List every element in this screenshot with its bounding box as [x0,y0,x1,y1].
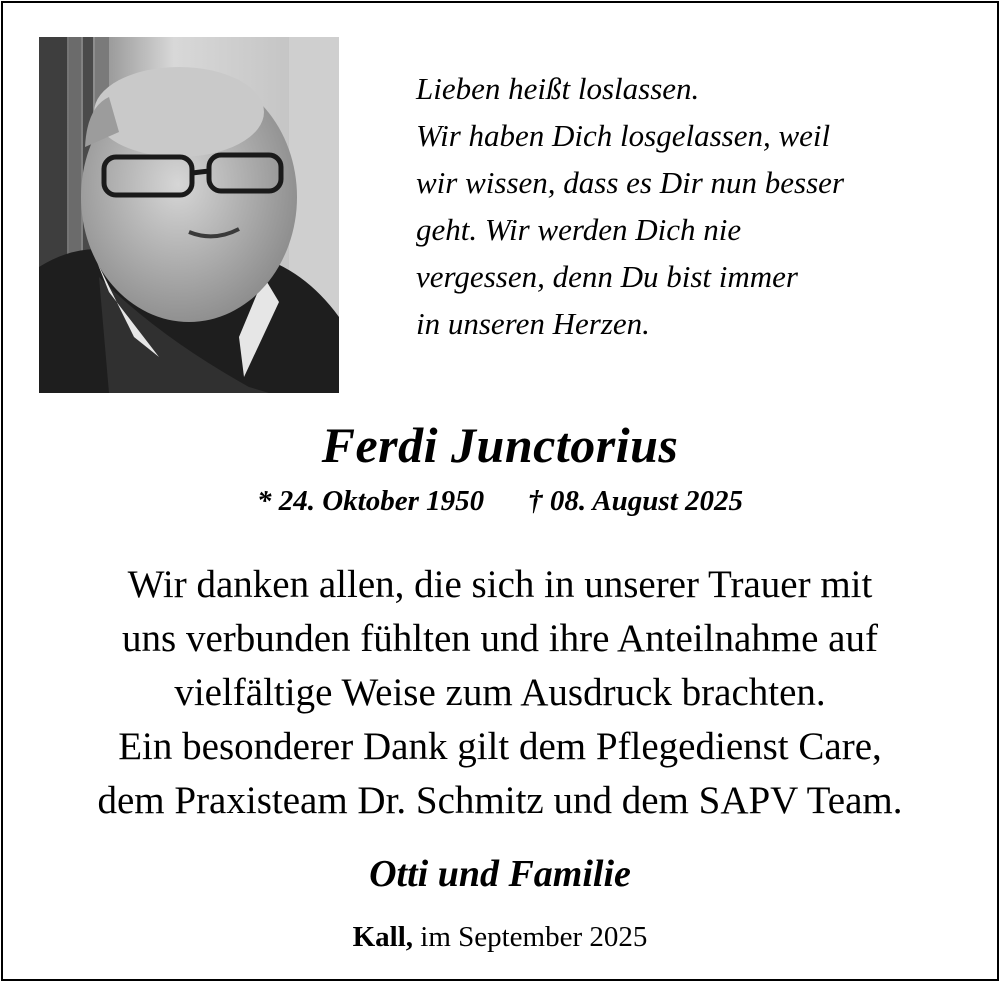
thanks-line: dem Praxisteam Dr. Schmitz und dem SAPV Team. [97,779,903,822]
poem-line: in unseren Herzen. [416,306,650,341]
poem-line: geht. Wir werden Dich nie [416,212,742,247]
poem-line: wir wissen, dass es Dir nun besser [416,165,845,200]
poem-line: vergessen, denn Du bist immer [416,259,798,294]
deceased-name: Ferdi Junctorius [321,417,679,473]
family-signature: Otti und Familie [369,853,631,895]
thanks-line: Wir danken allen, die sich in unserer Trauer mit [127,563,873,606]
notice-date: im September 2025 [420,921,648,953]
thanks-line: Ein besonderer Dank gilt dem Pflegedienst Care, [118,725,882,768]
thank-you-text [3,558,997,828]
poem-line: Wir haben Dich losgelassen, weil [416,118,831,153]
place-name: Kall, [352,921,414,953]
life-dates [3,481,997,521]
place-and-date [3,917,997,957]
portrait-photo [39,37,339,393]
death-date: † 08. August 2025 [528,485,744,517]
memorial-poem [416,65,976,347]
death-notice [1,1,999,981]
portrait-image [39,37,339,393]
thanks-line: vielfältige Weise zum Ausdruck brachten. [174,671,826,714]
birth-date: * 24. Oktober 1950 [256,485,485,517]
thanks-line: uns verbunden fühlten und ihre Anteilnahme auf [122,617,878,660]
poem-line: Lieben heißt loslassen. [416,71,700,106]
